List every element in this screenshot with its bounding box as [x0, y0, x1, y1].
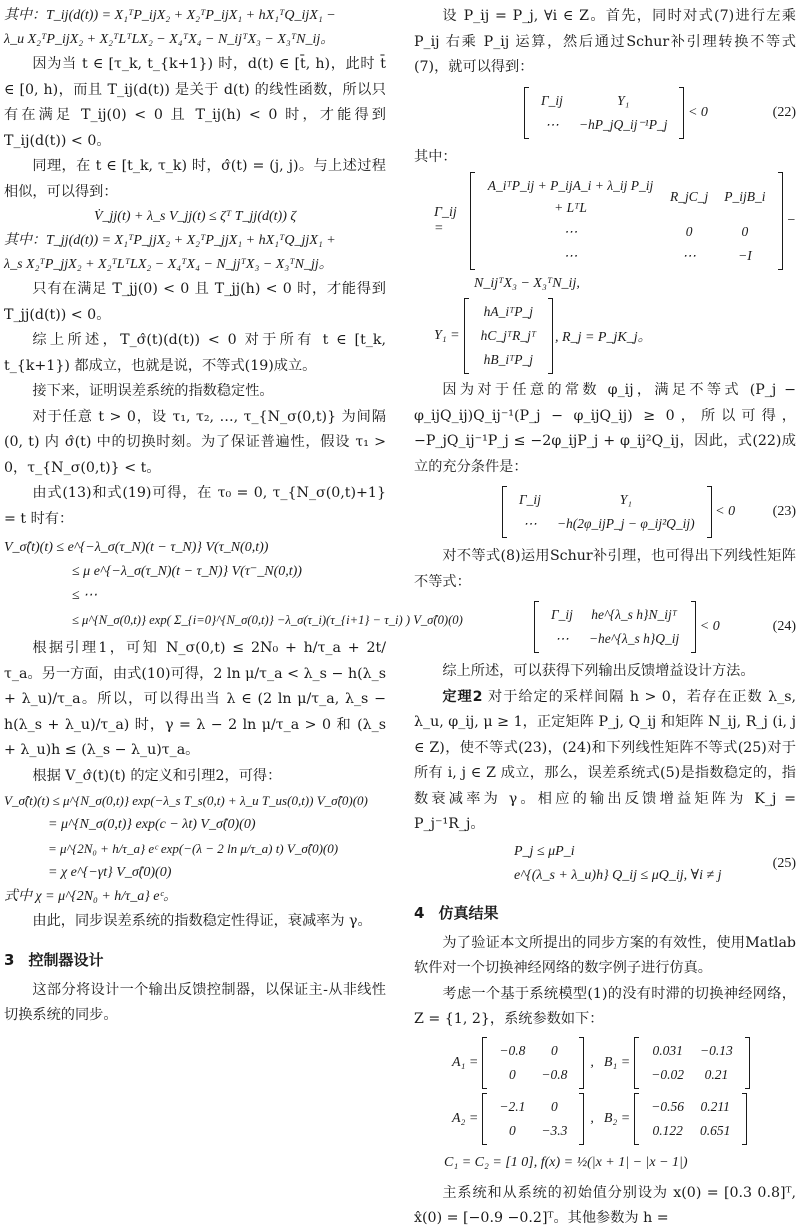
- section-title: 控制器设计: [28, 950, 104, 969]
- equation-line: ≤ μ^{N_σ(0,t)} exp( Σ_{i=0}^{N_σ(0,t)} −λ_σ(τ_i)(τ_{i+1} − τ_i) ) V_σ̂(0)(0): [72, 613, 463, 627]
- matrix-row: [643, 1095, 738, 1119]
- parameter-matrices-row-1: A₁ = −0.8 0 0 −0.8 , B₁ = 0.031 −0.13 −0.02 0.21: [452, 1037, 796, 1089]
- section-heading: [4, 949, 386, 970]
- paragraph: 只有在满足 T_jj(0) < 0 且 T_jj(h) < 0 时，才能得到 T_jj(d(t)) < 0。: [4, 281, 386, 323]
- paragraph: 接下来，证明误差系统的指数稳定性。: [32, 383, 274, 399]
- matrix-row: [491, 1095, 575, 1119]
- matrix-tail: −: [786, 213, 796, 228]
- paragraph: 同理，在 t ∈ [t_k, τ_k) 时，σ̂(t) = (j, j)。与上述过程相似，可以得到：: [4, 158, 386, 200]
- paragraph: 因为对于任意的常数 φ_ij，满足不等式 (P_j − φ_ijQ_ij)Q_ij⁻¹(P_j − φ_ijQ_ij) ≥ 0，所以可得，−P_jQ_ij⁻¹P_j ≤ −2φ_ijP_j + φ_ij²Q_ij，因此，式(22)成立的充分条件是：: [414, 382, 796, 475]
- matrix-row: [491, 1063, 575, 1087]
- matrix-cell: 0: [741, 224, 749, 239]
- equation-line: V_σ̂(t)(t) ≤ e^{−λ_σ(τ_N)(t − τ_N)} V(τ_N(0,t)): [4, 540, 269, 555]
- matrix-row: [491, 1039, 575, 1063]
- equation-line: ≤ μ e^{−λ_σ(τ_N)(t − τ_N)} V(τ⁻_N(0,t)): [72, 564, 302, 579]
- matrix: [502, 486, 712, 538]
- paragraph: 设 P_ij = P_j, ∀i ∈ Z。首先，同时对式(7)进行左乘 P_ij 右乘 P_ij 运算，然后通过Schur补引理转换不等式(7)，就可以得到：: [414, 8, 796, 75]
- matrix-cell: 0.031: [652, 1042, 683, 1058]
- matrix-row: [643, 1119, 738, 1143]
- equation-number: (23): [772, 504, 796, 519]
- matrix-row: [643, 1063, 741, 1087]
- matrix-row: [533, 113, 675, 137]
- matrix-label: B₁ =: [603, 1054, 631, 1070]
- upsilon-definition: [434, 298, 796, 374]
- matrix-cell: ⋯: [563, 248, 578, 263]
- matrix-cell: he^{λ_s h}N_ijᵀ: [591, 607, 677, 622]
- matrix-label: A₂ =: [452, 1110, 479, 1126]
- relation: < 0: [687, 104, 708, 120]
- equation-line: λ_u X₂ᵀP_ijX₂ + X₂ᵀLᵀLX₂ − X₄ᵀX₄ − N_ijᵀX₃ − X₃ᵀN_ij。: [4, 32, 335, 47]
- equation-line: N_ijᵀX₃ − X₃ᵀN_ij,: [474, 276, 580, 291]
- relation: < 0: [699, 619, 720, 635]
- equation-line: V̇_jj(t) + λ_s V_jj(t) ≤ ζᵀ T_jj(d(t)) ζ: [93, 209, 297, 224]
- matrix-cell: Υ₁: [617, 92, 630, 108]
- equation-line: = μ^{2N₀ + h/τ_a} eᶜ exp(−(λ − 2 ln μ/τ_a) t) V_σ̂(0)(0): [48, 841, 339, 856]
- matrix-row: [479, 174, 774, 220]
- matrix: [524, 87, 684, 139]
- paragraph: 对于任意 t > 0，设 τ₁, τ₂, …, τ_{N_σ(0,t)} 为间隔 (0, t) 内 σ̂(t) 中的切换时刻。为了保证普遍性，假设 τ₁ > 0，τ_{N_σ(0,t)} < t。: [4, 408, 386, 476]
- parameter-matrices-row-2: A₂ = −2.1 0 0 −3.3 , B₂ = −0.56 0.211 0.122 0.651: [452, 1093, 796, 1145]
- matrix-cell: −2.1: [499, 1098, 526, 1114]
- paragraph: 考虑一个基于系统模型(1)的没有时滞的切换神经网络，Z = {1, 2}，系统参数如下：: [414, 985, 796, 1027]
- matrix-cell: 0: [509, 1122, 516, 1138]
- matrix-cell: 0: [685, 224, 693, 239]
- equation-line: ≤ ⋯: [72, 588, 98, 603]
- relation: < 0: [715, 504, 736, 520]
- matrix-row: [511, 488, 703, 512]
- paragraph: 综上所述，T_σ̂(t)(d(t)) < 0 对于所有 t ∈ [t_k, t_{k+1}) 都成立，也就是说，不等式(19)成立。: [4, 332, 386, 374]
- matrix-A1: [482, 1037, 584, 1089]
- section-number: 4: [414, 903, 425, 922]
- matrix-cell: −0.8: [499, 1042, 526, 1058]
- matrix-cell: A_iᵀP_ij + P_ijA_i + λ_ij P_ij + LᵀL: [487, 178, 654, 215]
- matrix-cell: P_ijB_i: [724, 189, 766, 204]
- matrix-label: B₂ =: [603, 1110, 631, 1126]
- matrix-row: [479, 220, 774, 244]
- matrix-cell: −I: [738, 248, 752, 263]
- matrix-B2: [634, 1093, 747, 1145]
- paragraph: 综上所述，可以获得下列输出反馈增益设计方法。: [442, 663, 755, 679]
- matrix-cell: Υ₁: [619, 492, 632, 507]
- paragraph: 为了验证本文所提出的同步方案的有效性，使用Matlab软件对一个切换神经网络的数字例子进行仿真。: [414, 934, 796, 976]
- gamma-definition: [434, 172, 796, 270]
- equation-line: λ_s X₂ᵀP_jjX₂ + X₂ᵀLᵀLX₂ − X₄ᵀX₄ − N_jjᵀX₃ − X₃ᵀN_jj。: [4, 257, 333, 272]
- matrix-cell: Γ_ij: [519, 492, 541, 507]
- theorem-text: 对于给定的采样间隔 h > 0，若存在正数 λ_s, λ_u, φ_ij, μ ≥ 1，正定矩阵 P_j, Q_ij 和矩阵 N_ij, R_j (i, j ∈ Z)，使不等式(23)，(24)和下列线性矩阵不等式(25)对于所有 i, j ∈ Z 成立，那么，误差系统式(5)是指数稳定的，指数衰减率为 γ。相应的输出反馈增益矩阵为 K_j = P_j⁻¹R_j。: [414, 688, 797, 832]
- equation-line: 其中：T_jj(d(t)) = X₁ᵀP_jjX₂ + X₂ᵀP_jjX₁ + hX₁ᵀQ_jjX₁ +: [4, 233, 336, 248]
- matrix: [470, 172, 783, 270]
- matrix-row: [543, 603, 687, 627]
- equation-22: [414, 87, 796, 139]
- matrix-cell: −0.02: [651, 1066, 684, 1082]
- paragraph: 对不等式(8)运用Schur补引理，也可得出下列线性矩阵不等式：: [414, 548, 796, 590]
- matrix-tail: , R_j = P_jK_j。: [555, 330, 652, 345]
- paragraph: 主系统和从系统的初始值分别设为 x(0) = [0.3 0.8]ᵀ, x̂(0) = [−0.9 −0.2]ᵀ。其他参数为 h =: [414, 1184, 796, 1226]
- equation-24: [414, 601, 796, 653]
- matrix-cell: hB_iᵀP_j: [483, 352, 534, 367]
- right-column: [414, 4, 796, 1232]
- equation-line: 式中 χ = μ^{2N₀ + h/τ_a} eᶜ。: [4, 889, 178, 904]
- matrix-row: [479, 244, 774, 268]
- matrix-cell: 0.211: [700, 1098, 730, 1114]
- matrix-cell: ⋯: [545, 116, 559, 132]
- matrix-cell: ⋯: [563, 224, 578, 239]
- matrix-cell: ⋯: [523, 516, 537, 531]
- matrix-cell: 0.21: [704, 1066, 729, 1082]
- paragraph: 由此，同步误差系统的指数稳定性得证，衰减率为 γ。: [32, 913, 372, 929]
- equation-line: P_j ≤ μP_i: [514, 843, 575, 859]
- matrix-cell: R_jC_j: [670, 189, 709, 204]
- paragraph: 根据 V_σ̂(t)(t) 的定义和引理2，可得：: [32, 767, 282, 784]
- theorem: [414, 685, 796, 838]
- paragraph: 其中：: [414, 148, 457, 165]
- equation-25: [414, 840, 796, 888]
- matrix-row: [473, 300, 544, 324]
- matrix-label: A₁ =: [452, 1054, 479, 1070]
- matrix: [534, 601, 696, 653]
- section-heading: [414, 902, 796, 923]
- equation-number: (24): [772, 619, 796, 634]
- matrix-cell: 0.651: [700, 1122, 731, 1138]
- equation-line: e^{(λ_s + λ_u)h} Q_ij ≤ μQ_ij, ∀i ≠ j: [514, 867, 722, 883]
- equation-line: = μ^{N_σ(0,t)} exp(c − λt) V_σ̂(0)(0): [48, 817, 256, 832]
- matrix-row: [533, 89, 675, 113]
- equation-line: C₁ = C₂ = [1 0], f(x) = ½(|x + 1| − |x − 1|): [444, 1154, 688, 1170]
- paragraph: 这部分将设计一个输出反馈控制器，以保证主-从非线性切换系统的同步。: [4, 981, 386, 1023]
- equation-line: V_σ̂(t)(t) ≤ μ^{N_σ(0,t)} exp(−λ_s T_s(0,t) + λ_u T_us(0,t)) V_σ̂(0)(0): [4, 793, 368, 808]
- matrix-cell: −0.8: [541, 1066, 568, 1082]
- matrix-cell: −0.56: [651, 1098, 684, 1114]
- matrix-row: [473, 324, 544, 348]
- matrix-row: [543, 627, 687, 651]
- matrix-cell: 0: [551, 1098, 558, 1114]
- matrix-cell: hA_iᵀP_j: [483, 304, 534, 319]
- matrix-cell: −h(2φ_ijP_j − φ_ij²Q_ij): [556, 516, 695, 531]
- matrix-cell: −hP_jQ_ij⁻¹P_j: [578, 116, 668, 132]
- matrix-cell: −3.3: [541, 1122, 568, 1138]
- matrix-cell: Γ_ij: [551, 607, 573, 622]
- section-title: 仿真结果: [438, 903, 499, 922]
- matrix-A2: [482, 1093, 584, 1145]
- equation-line: = χ e^{−γt} V_σ̂(0)(0): [48, 865, 172, 880]
- matrix-cell: 0: [509, 1066, 516, 1082]
- matrix-cell: 0: [551, 1042, 558, 1058]
- matrix: [464, 298, 553, 374]
- matrix-cell: 0.122: [652, 1122, 683, 1138]
- matrix-B1: [634, 1037, 750, 1089]
- theorem-label: 定理2: [442, 688, 483, 705]
- matrix-row: [511, 512, 703, 536]
- matrix-cell: −he^{λ_s h}Q_ij: [588, 631, 680, 646]
- equation-23: [414, 486, 796, 538]
- equation-line: 其中：T_ij(d(t)) = X₁ᵀP_ijX₂ + X₂ᵀP_ijX₁ + hX₁ᵀQ_ijX₁ −: [4, 8, 336, 23]
- section-number: 3: [4, 950, 15, 969]
- equation-number: (22): [772, 104, 796, 120]
- matrix-row: [491, 1119, 575, 1143]
- matrix-cell: ⋯: [682, 248, 696, 263]
- matrix-cell: −0.13: [700, 1042, 733, 1058]
- paragraph: 根据引理1，可知 N_σ(0,t) ≤ 2N₀ + h/τ_a + 2t/τ_a。另一方面，由式(10)可得，2 ln μ/τ_a < λ_s − h(λ_s + λ_u)/τ_a。所以，可以得出当 λ ∈ (2 ln μ/τ_a, λ_s − h(λ_s + λ_u)/τ_a) 时，γ = λ − 2 ln μ/τ_a > 0 和 (λ_s + λ_u)h ≤ (λ_s − λ_u)τ_a。: [4, 640, 386, 758]
- equation-number: (25): [772, 855, 796, 871]
- matrix-row: [473, 348, 544, 372]
- matrix-label: Γ_ij =: [434, 205, 457, 236]
- matrix-cell: hC_jᵀR_jᵀ: [480, 328, 537, 343]
- paragraph: 因为当 t ∈ [τ_k, t_{k+1}) 时，d(t) ∈ [t̄, h)，此时 t̄ ∈ [0, h)，而且 T_ij(d(t)) 是关于 d(t) 的线性函数，所以只有在满足 T_ij(0) < 0 且 T_ij(h) < 0 时，才能得到 T_ij(d(t)) < 0。: [4, 56, 386, 149]
- paragraph: 由式(13)和式(19)可得，在 τ₀ = 0, τ_{N_σ(0,t)+1} = t 时有：: [4, 485, 386, 527]
- matrix-cell: ⋯: [555, 631, 569, 646]
- matrix-row: [643, 1039, 741, 1063]
- matrix-cell: Γ_ij: [541, 92, 563, 108]
- matrix-label: Υ₁ =: [434, 328, 460, 343]
